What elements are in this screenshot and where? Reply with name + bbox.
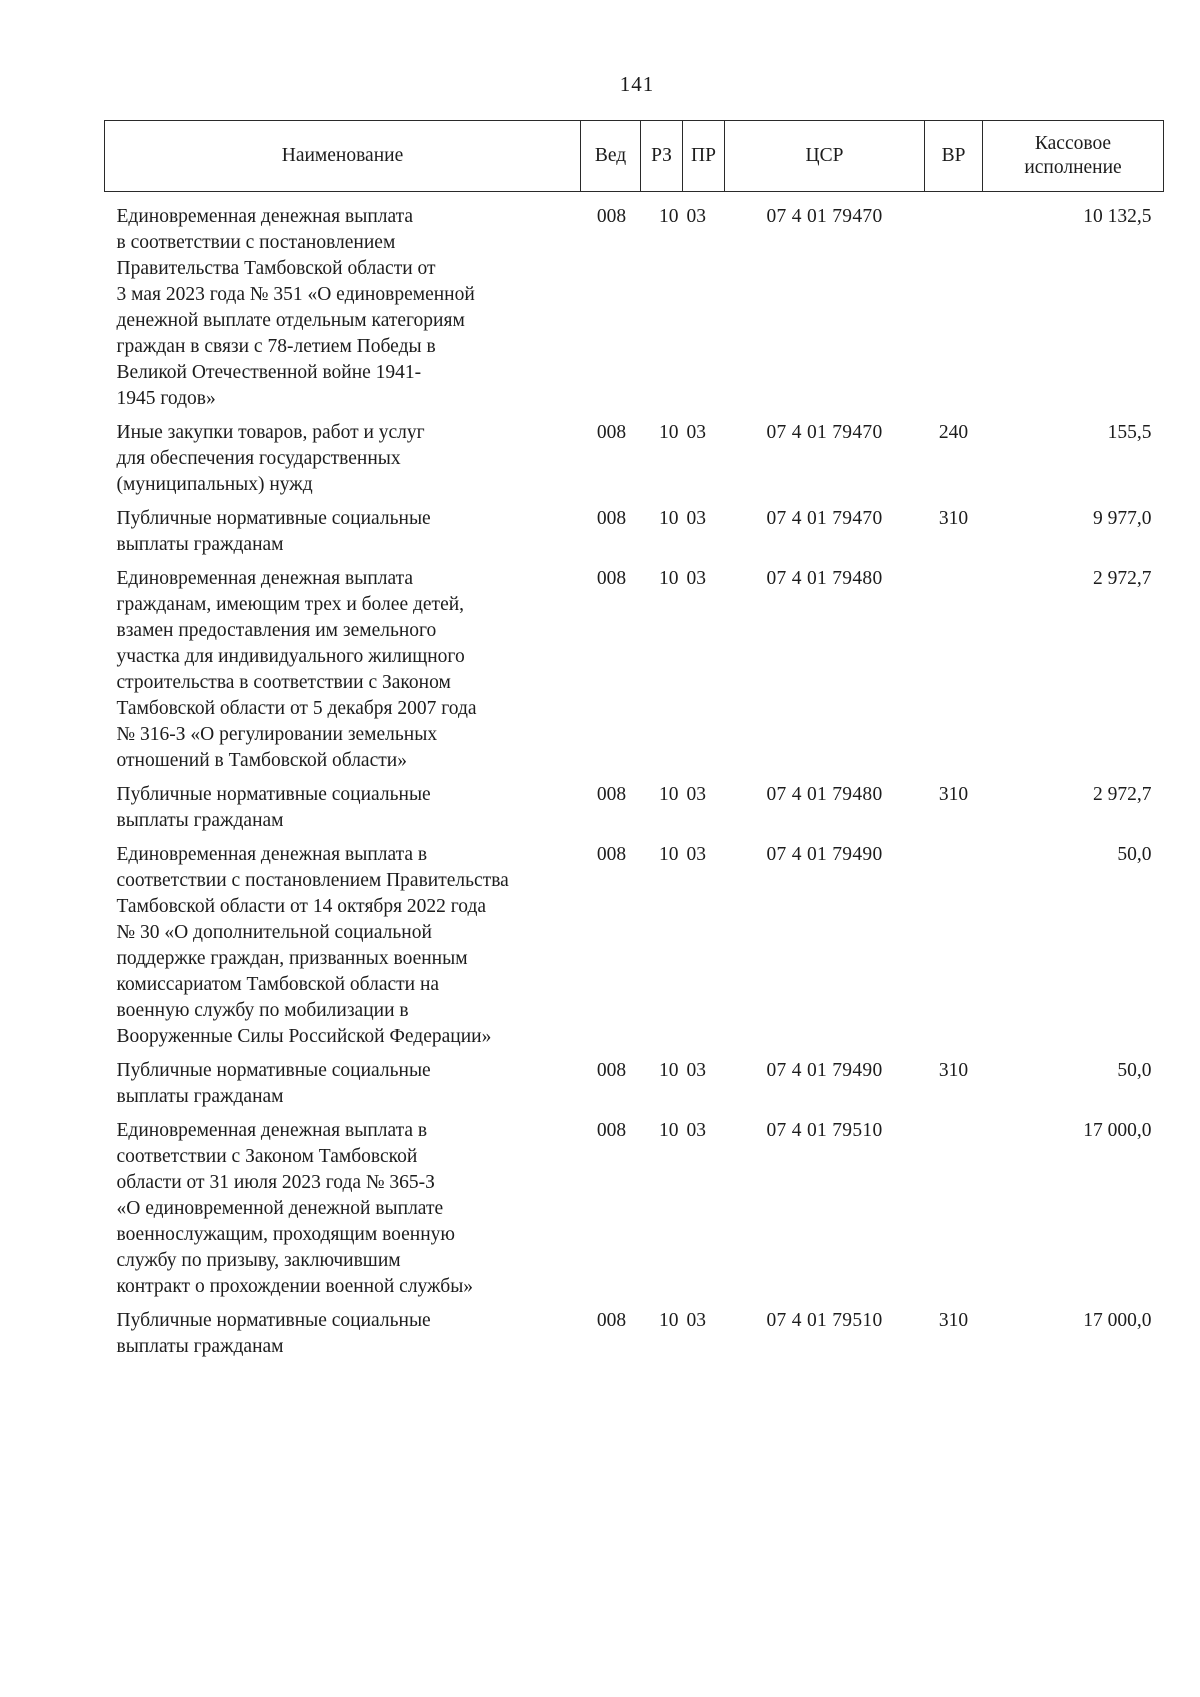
- row-rz: 10: [659, 784, 679, 805]
- row-name: Единовременная денежная выплата гражданам, имеющим трех и более детей, взамен предоставления им земельного участка для индивидуального жилищного строительства в соответствии с Законом Тамбовской области от 5 декабря 2007 года № 316-З «О регулировании земельных отношений в Тамбовской области»: [116, 568, 477, 771]
- table-row: [105, 842, 1164, 1058]
- row-csr: 07 4 01 79470: [766, 422, 883, 443]
- table-row: [105, 1308, 1164, 1368]
- table-row: [105, 566, 1164, 782]
- row-vr: 310: [938, 1310, 969, 1331]
- row-ved: 008: [596, 1310, 627, 1331]
- header-rz: РЗ: [641, 121, 683, 192]
- row-sum: 10 132,5: [1083, 206, 1152, 227]
- row-sum: 50,0: [1117, 844, 1152, 865]
- header-vr: ВР: [925, 121, 983, 192]
- header-sum: Кассовое исполнение: [983, 121, 1164, 192]
- row-csr: 07 4 01 79480: [766, 784, 883, 805]
- row-pr: 03: [686, 784, 706, 805]
- row-sum: 9 977,0: [1093, 508, 1152, 529]
- row-csr: 07 4 01 79470: [766, 206, 883, 227]
- row-ved: 008: [596, 422, 627, 443]
- row-sum: 2 972,7: [1093, 568, 1152, 589]
- row-csr: 07 4 01 79480: [766, 568, 883, 589]
- row-name: Единовременная денежная выплата в соответствии с постановлением Правительства Тамбовской области от 3 мая 2023 года № 351 «О единовременной денежной выплате отдельным категориям граждан в связи с 78-летием Победы в Великой Отечественной войне 1941- 1945 годов»: [116, 206, 475, 409]
- table-row: [105, 1118, 1164, 1308]
- budget-execution-table: [104, 120, 1164, 1368]
- row-name: Публичные нормативные социальные выплаты гражданам: [116, 508, 431, 555]
- row-ved: 008: [596, 1120, 627, 1141]
- row-ved: 008: [596, 1060, 627, 1081]
- row-ved: 008: [596, 206, 627, 227]
- row-sum: 155,5: [1107, 422, 1152, 443]
- table-header-row: [105, 121, 1164, 192]
- row-ved: 008: [596, 844, 627, 865]
- row-name: Единовременная денежная выплата в соответствии с Законом Тамбовской области от 31 июля 2023 года № 365-З «О единовременной денежной выплате военнослужащим, проходящим военную службу по призыву, заключившим контракт о прохождении военной службы»: [116, 1120, 474, 1297]
- row-name: Публичные нормативные социальные выплаты гражданам: [116, 784, 431, 831]
- row-name: Единовременная денежная выплата в соответствии с постановлением Правительства Тамбовской области от 14 октября 2022 года № 30 «О дополнительной социальной поддержке граждан, призванных военным комиссариатом Тамбовской области на военную службу по мобилизации в Вооруженные Силы Российской Федерации»: [116, 844, 509, 1047]
- row-name: Публичные нормативные социальные выплаты гражданам: [116, 1060, 431, 1107]
- row-sum: 17 000,0: [1083, 1120, 1152, 1141]
- row-ved: 008: [596, 508, 627, 529]
- header-csr: ЦСР: [725, 121, 925, 192]
- row-name: Иные закупки товаров, работ и услуг для обеспечения государственных (муниципальных) нужд: [116, 422, 425, 495]
- row-rz: 10: [659, 1120, 679, 1141]
- row-pr: 03: [686, 568, 706, 589]
- row-pr: 03: [686, 1060, 706, 1081]
- row-csr: 07 4 01 79510: [766, 1310, 883, 1331]
- row-sum: 50,0: [1117, 1060, 1152, 1081]
- table-row: [105, 192, 1164, 421]
- row-name: Публичные нормативные социальные выплаты гражданам: [116, 1310, 431, 1357]
- row-vr: 310: [938, 508, 969, 529]
- row-csr: 07 4 01 79510: [766, 1120, 883, 1141]
- table-header: [105, 121, 1164, 192]
- row-rz: 10: [659, 1060, 679, 1081]
- row-csr: 07 4 01 79490: [766, 1060, 883, 1081]
- page-number: 141: [619, 72, 655, 96]
- row-ved: 008: [596, 784, 627, 805]
- table-body: [105, 192, 1164, 1369]
- table-row: [105, 1058, 1164, 1118]
- row-rz: 10: [659, 844, 679, 865]
- row-ved: 008: [596, 568, 627, 589]
- row-pr: 03: [686, 422, 706, 443]
- row-sum: 2 972,7: [1093, 784, 1152, 805]
- table-row: [105, 420, 1164, 506]
- row-sum: 17 000,0: [1083, 1310, 1152, 1331]
- row-vr: [925, 192, 983, 421]
- row-pr: 03: [686, 206, 706, 227]
- row-vr: 240: [938, 422, 969, 443]
- row-pr: 03: [686, 1310, 706, 1331]
- table-row: [105, 782, 1164, 842]
- row-vr: [925, 842, 983, 1058]
- row-rz: 10: [659, 568, 679, 589]
- row-pr: 03: [686, 1120, 706, 1141]
- row-vr: 310: [938, 1060, 969, 1081]
- row-csr: 07 4 01 79490: [766, 844, 883, 865]
- header-ved: Вед: [581, 121, 641, 192]
- row-csr: 07 4 01 79470: [766, 508, 883, 529]
- header-pr: ПР: [683, 121, 725, 192]
- row-pr: 03: [686, 508, 706, 529]
- row-rz: 10: [659, 206, 679, 227]
- header-name: Наименование: [105, 121, 581, 192]
- row-vr: [925, 1118, 983, 1308]
- row-rz: 10: [659, 1310, 679, 1331]
- row-vr: [925, 566, 983, 782]
- row-vr: 310: [938, 784, 969, 805]
- table-row: [105, 506, 1164, 566]
- row-rz: 10: [659, 508, 679, 529]
- row-pr: 03: [686, 844, 706, 865]
- row-rz: 10: [659, 422, 679, 443]
